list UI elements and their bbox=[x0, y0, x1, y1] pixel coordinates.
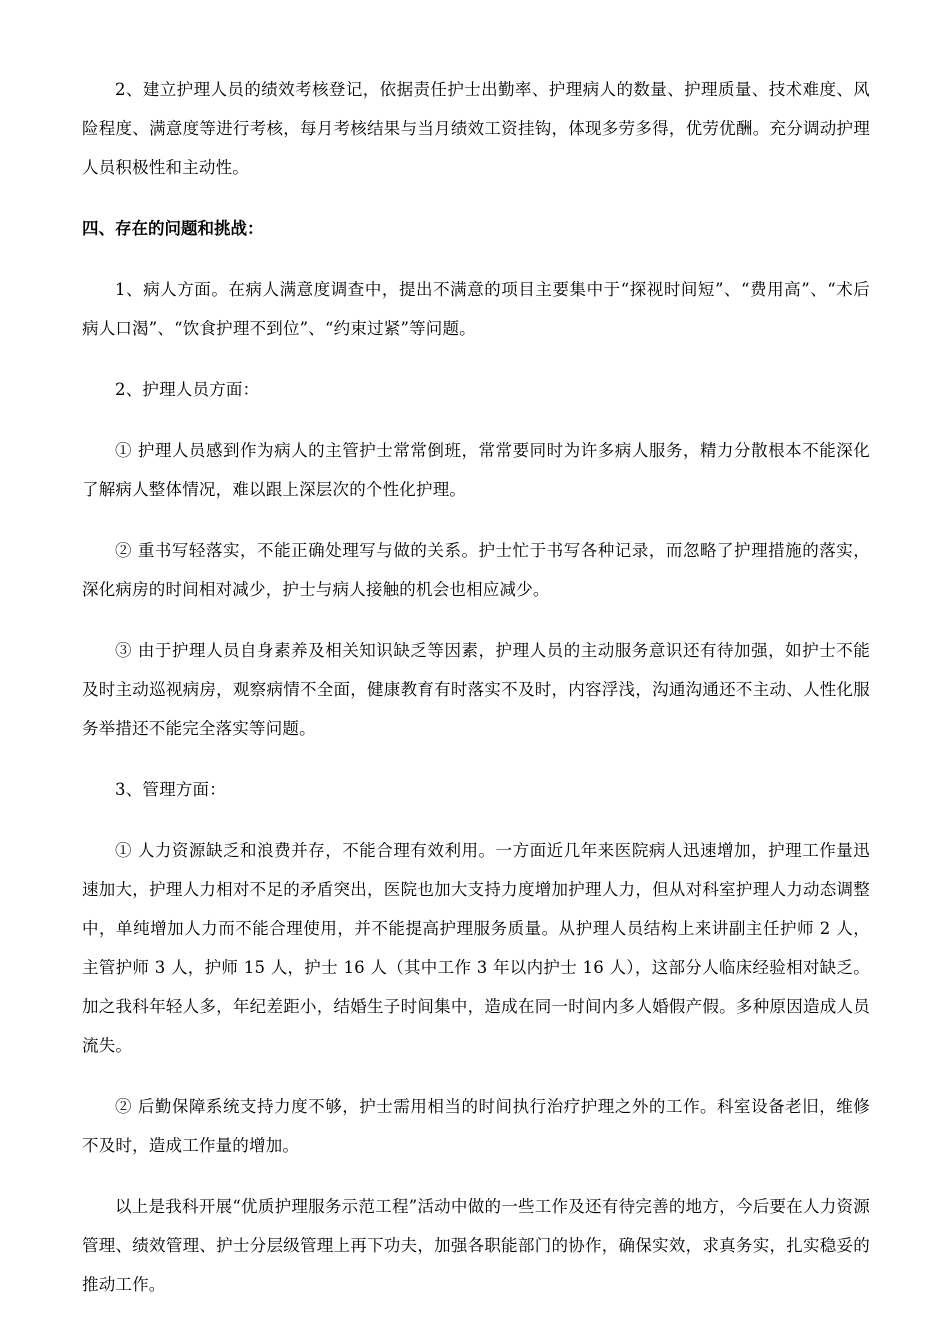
paragraph-performance-assessment: 2、建立护理人员的绩效考核登记，依据责任护士出勤率、护理病人的数量、护理质量、技术难度、风险程度、满意度等进行考核，每月考核结果与当月绩效工资挂钩，体现多劳多得，优劳优酬。充分调动护理人员积极性和主动性。 bbox=[82, 80, 870, 177]
paragraph-patient-aspect: 1、病人方面。在病人满意度调查中，提出不满意的项目主要集中于“探视时间短”、“费用高”、“术后病人口渴”、“饮食护理不到位”、“约束过紧”等问题。 bbox=[82, 280, 870, 338]
paragraph-staff-item-1: ① 护理人员感到作为病人的主管护士常常倒班，常常要同时为许多病人服务，精力分散根本不能深化了解病人整体情况，难以跟上深层次的个性化护理。 bbox=[82, 441, 870, 499]
paragraph-staff-item-2: ② 重书写轻落实，不能正确处理写与做的关系。护士忙于书写各种记录，而忽略了护理措施的落实，深化病房的时间相对减少，护士与病人接触的机会也相应减少。 bbox=[82, 541, 870, 599]
document-page bbox=[82, 70, 870, 1326]
paragraph-management-heading: 3、管理方面： bbox=[115, 780, 226, 799]
paragraph-management-item-1: ① 人力资源缺乏和浪费并存，不能合理有效利用。一方面近几年来医院病人迅速增加，护理工作量迅速加大，护理人力相对不足的矛盾突出，医院也加大支持力度增加护理人力，但从对科室护理人力动态调整中，单纯增加人力而不能合理使用，并不能提高护理服务质量。从护理人员结构上来讲副主任护师 2 人，主管护师 3 人，护师 15 人，护士 16 人（其中工作 3 年以内护士 16 人），这部分人临床经验相对缺乏。加之我科年轻人多，年纪差距小，结婚生子时间集中，造成在同一时间内多人婚假产假。多种原因造成人员流失。 bbox=[82, 841, 870, 1055]
section-heading-problems: 四、存在的问题和挑战： bbox=[82, 219, 264, 238]
paragraph-conclusion: 以上是我科开展“优质护理服务示范工程”活动中做的一些工作及还有待完善的地方，今后要在人力资源管理、绩效管理、护士分层级管理上再下功夫，加强各职能部门的协作，确保实效，求真务实，扎实稳妥的推动工作。 bbox=[82, 1197, 870, 1294]
paragraph-staff-item-3: ③ 由于护理人员自身素养及相关知识缺乏等因素，护理人员的主动服务意识还有待加强，如护士不能及时主动巡视病房，观察病情不全面，健康教育有时落实不及时，内容浮浅，沟通沟通还不主动、人性化服务举措还不能完全落实等问题。 bbox=[82, 641, 870, 738]
paragraph-nursing-staff-heading: 2、护理人员方面： bbox=[115, 380, 260, 399]
paragraph-management-item-2: ② 后勤保障系统支持力度不够，护士需用相当的时间执行治疗护理之外的工作。科室设备老旧，维修不及时，造成工作量的增加。 bbox=[82, 1097, 870, 1155]
